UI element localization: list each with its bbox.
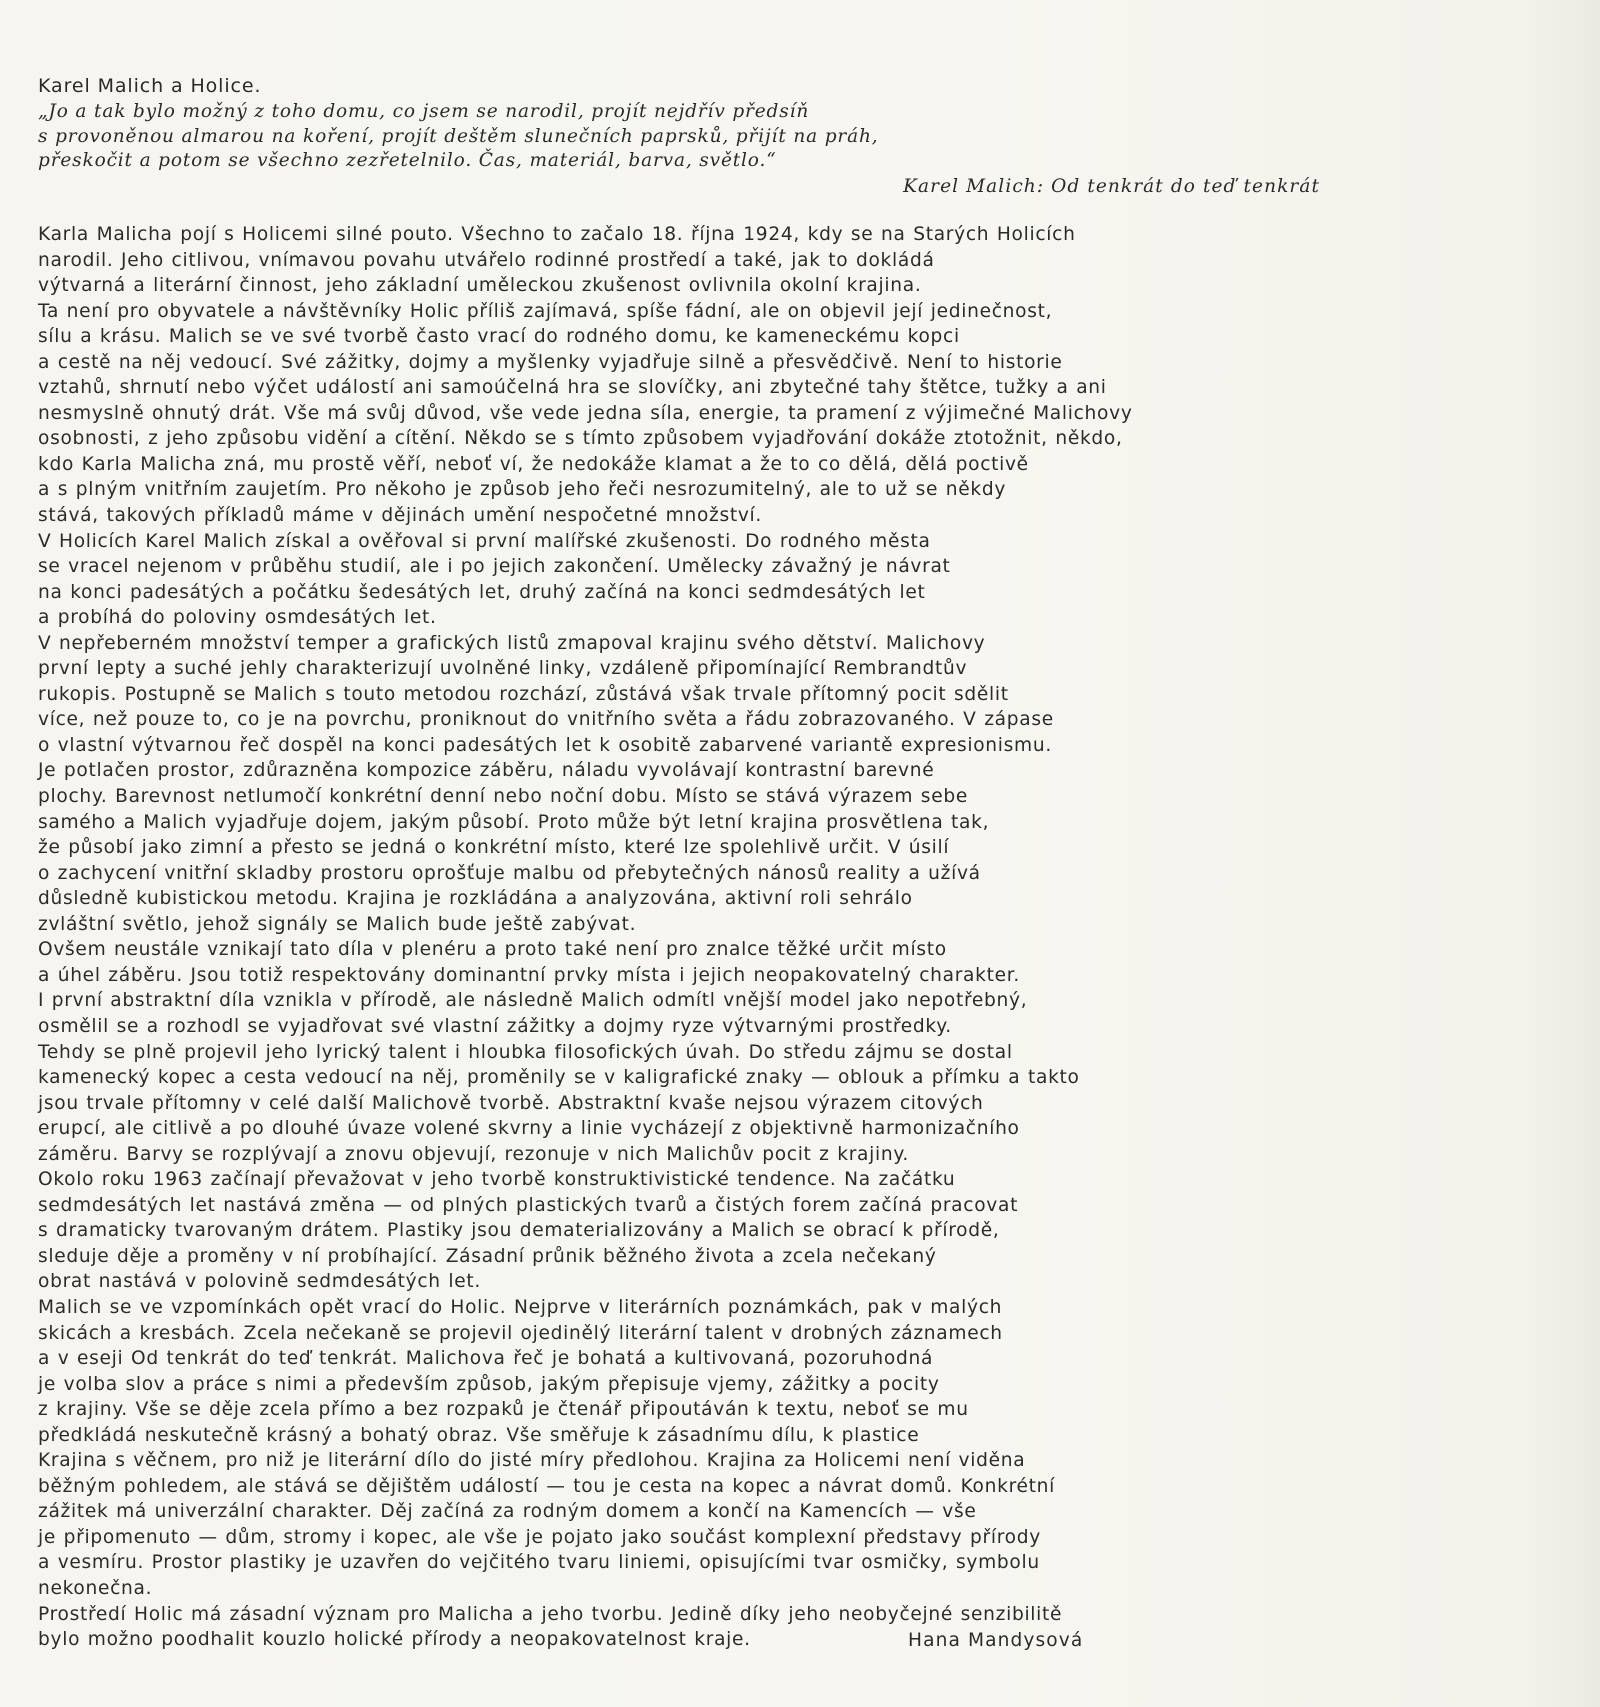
body-line: předkládá neskutečně krásný a bohatý obraz. Vše směřuje k zásadnímu dílu, k plastice (38, 1424, 920, 1446)
body-line: Karla Malicha pojí s Holicemi silné pouto. Všechno to začalo 18. října 1924, kdy se na Starých Holicích (38, 224, 1076, 245)
body-line: sedmdesátých let nastává změna — od plných plastických tvarů a čistých forem začíná pracovat (38, 1194, 1019, 1216)
body-line: více, než pouze to, co je na povrchu, proniknout do vnitřního světa a řádu zobrazovaného. V zápase (38, 709, 1054, 731)
quote-line: přeskočit a potom se všechno zezřetelnilo. Čas, materiál, barva, světlo.“ (38, 150, 777, 171)
body-line: je připomenuto — dům, stromy i kopec, ale vše je pojato jako součást komplexní představy přírody (38, 1526, 1041, 1548)
body-line: na konci padesátých a počátku šedesátých let, druhý začíná na konci sedmdesátých let (38, 581, 926, 603)
body-line: s dramaticky tvarovaným drátem. Plastiky jsou dematerializovány a Malich se obrací k přírodě, (38, 1220, 1000, 1242)
body-line: skicách a kresbách. Zcela nečekaně se projevil ojedinělý literární talent v drobných záznamech (38, 1322, 1003, 1344)
body-line: zážitek má univerzální charakter. Děj začíná za rodným domem a končí na Kamencích — vše (38, 1501, 977, 1523)
intro-block (38, 72, 1328, 200)
author-signature: Hana Mandysová (908, 1630, 1084, 1651)
body-line: a s plným vnitřním zaujetím. Pro někoho je způsob jeho řeči nesrozumitelný, ale to už se někdy (38, 479, 1007, 501)
body-line: Ta není pro obyvatele a návštěvníky Holic příliš zajímavá, spíše fádní, ale on objevil její jedinečnost, (38, 300, 1053, 322)
body-line: Krajina s věčnem, pro niž je literární dílo do jisté míry předlohou. Krajina za Holicemi není viděna (38, 1450, 1026, 1472)
body-line: osmělil se a rozhodl se vyjadřovat své vlastní zážitky a dojmy ryze výtvarnými prostředky. (38, 1015, 952, 1037)
body-line: obrat nastává v polovině sedmdesátých let. (38, 1271, 481, 1293)
body-line: erupcí, ale citlivě a po dlouhé úvaze volené skvrny a linie vycházejí z objektivně harmonizačního (38, 1118, 1020, 1140)
body-line: Je potlačen prostor, zdůrazněna kompozice záběru, náladu vyvolávají kontrastní barevné (38, 760, 935, 782)
body-line: sílu a krásu. Malich se ve své tvorbě často vrací do rodného domu, ke kameneckému kopci (38, 326, 960, 348)
article-body (38, 222, 1368, 1653)
body-line: nesmyslně ohnutý drát. Vše má svůj důvod, vše vede jedna síla, energie, ta pramení z výjimečné Malichovy (38, 402, 1133, 424)
body-line: Tehdy se plně projevil jeho lyrický talent i hloubka filosofických úvah. Do středu zájmu se dostal (38, 1041, 1013, 1063)
body-line: výtvarná a literární činnost, jeho základní uměleckou zkušenost ovlivnila okolní krajina. (38, 275, 922, 297)
page-edge-shadow (1520, 0, 1600, 1707)
body-line: a probíhá do poloviny osmdesátých let. (38, 607, 437, 629)
body-line: jsou trvale přítomny v celé další Malichově tvorbě. Abstraktní kvaše nejsou výrazem citových (38, 1092, 984, 1114)
body-line: samého a Malich vyjadřuje dojem, jakým působí. Proto může být letní krajina prosvětlena tak, (38, 811, 990, 833)
body-line: bylo možno poodhalit kouzlo holické přírody a neopakovatelnost kraje. (38, 1629, 751, 1651)
quote-line: s provoněnou almarou na koření, projít deštěm slunečních paprsků, přijít na práh, (38, 125, 879, 147)
body-line: nekonečna. (38, 1577, 153, 1599)
body-line: I první abstraktní díla vznikla v přírodě, ale následně Malich odmítl vnější model jako nepotřebný, (38, 990, 1028, 1012)
body-line: a úhel záběru. Jsou totiž respektovány dominantní prvky místa i jejich neopakovatelný charakter. (38, 964, 1020, 986)
body-line: záměru. Barvy se rozplývají a znovu objevují, rezonuje v nich Malichův pocit z krajiny. (38, 1143, 910, 1165)
body-line: stává, takových příkladů máme v dějinách umění nespočetné množství. (38, 505, 763, 527)
body-line: sleduje děje a proměny v ní probíhající. Zásadní průnik běžného života a zcela nečekaný (38, 1245, 937, 1267)
body-line: a cestě na něj vedoucí. Své zážitky, dojmy a myšlenky vyjadřuje silně a přesvědčivě. Není to historie (38, 351, 1063, 373)
body-line: narodil. Jeho citlivou, vnímavou povahu utvářelo rodinné prostředí a také, jak to dokládá (38, 249, 935, 271)
body-line: rukopis. Postupně se Malich s touto metodou rozchází, zůstává však trvale přítomný pocit sdělit (38, 683, 1009, 705)
body-line: důsledně kubistickou metodu. Krajina je rozkládána a analyzována, aktivní roli sehrálo (38, 888, 913, 910)
quote-source: Karel Malich: Od tenkrát do teď tenkrát (903, 175, 1320, 197)
body-line: osobnosti, z jeho způsobu vidění a cítění. Někdo se s tímto způsobem vyjadřování dokáže ztotožnit, někdo, (38, 428, 1123, 450)
body-line: z krajiny. Vše se děje zcela přímo a bez rozpaků je čtenář připoutáván k textu, neboť se mu (38, 1399, 969, 1421)
body-line: Malich se ve vzpomínkách opět vrací do Holic. Nejprve v literárních poznámkách, pak v malých (38, 1296, 1003, 1318)
body-line: plochy. Barevnost netlumočí konkrétní denní nebo noční dobu. Místo se stává výrazem sebe (38, 786, 968, 808)
body-line: se vracel nejenom v průběhu studií, ale i po jejich zakončení. Umělecky závažný je návrat (38, 556, 951, 578)
body-line: kdo Karla Malicha zná, mu prostě věří, neboť ví, že nedokáže klamat a že to co dělá, dělá poctivě (38, 453, 1029, 475)
body-line: a v eseji Od tenkrát do teď tenkrát. Malichova řeč je bohatá a kultivovaná, pozoruhodná (38, 1348, 934, 1370)
body-line: vztahů, shrnutí nebo výčet událostí ani samoúčelná hra se slovíčky, ani zbytečné tahy štětce, tužky a ani (38, 377, 1107, 399)
body-line: je volba slov a práce s nimi a především způsob, jakým přepisuje vjemy, zážitky a pocity (38, 1373, 940, 1395)
article-title: Karel Malich a Holice. (38, 75, 262, 97)
body-line: Prostředí Holic má zásadní význam pro Malicha a jeho tvorbu. Jedině díky jeho neobyčejné senzibilitě (38, 1603, 1063, 1625)
quote-line: „Jo a tak bylo možný z toho domu, co jsem se narodil, projít nejdřív předsíň (38, 101, 810, 122)
body-line: první lepty a suché jehly charakterizují uvolněné linky, vzdáleně připomínající Rembrandtův (38, 658, 968, 680)
body-line: o vlastní výtvarnou řeč dospěl na konci padesátých let k osobitě zabarvené variantě expresionismu. (38, 734, 1052, 756)
body-line: Ovšem neustále vznikají tato díla v plenéru a proto také není pro znalce těžké určit místo (38, 939, 947, 961)
body-line: V nepřeberném množství temper a grafických listů zmapoval krajinu svého dětství. Malichovy (38, 632, 986, 654)
body-line: kamenecký kopec a cesta vedoucí na něj, proměnily se v kaligrafické znaky — oblouk a přímku a takto (38, 1067, 1080, 1089)
body-line: V Holicích Karel Malich získal a ověřoval si první malířské zkušenosti. Do rodného města (38, 530, 931, 552)
body-line: zvláštní světlo, jehož signály se Malich bude ještě zabývat. (38, 913, 637, 935)
body-line: a vesmíru. Prostor plastiky je uzavřen do vejčitého tvaru liniemi, opisujícími tvar osmičky, symbolu (38, 1552, 1040, 1574)
body-line: Okolo roku 1963 začínají převažovat v jeho tvorbě konstruktivistické tendence. Na začátku (38, 1169, 956, 1191)
body-line: o zachycení vnitřní skladby prostoru oprošťuje malbu od přebytečných nánosů reality a užívá (38, 862, 981, 884)
body-line: běžným pohledem, ale stává se dějištěm událostí — tou je cesta na kopec a návrat domů. Konkrétní (38, 1475, 1055, 1497)
body-line: že působí jako zimní a přesto se jedná o konkrétní místo, které lze spolehlivě určit. V úsilí (38, 837, 950, 859)
